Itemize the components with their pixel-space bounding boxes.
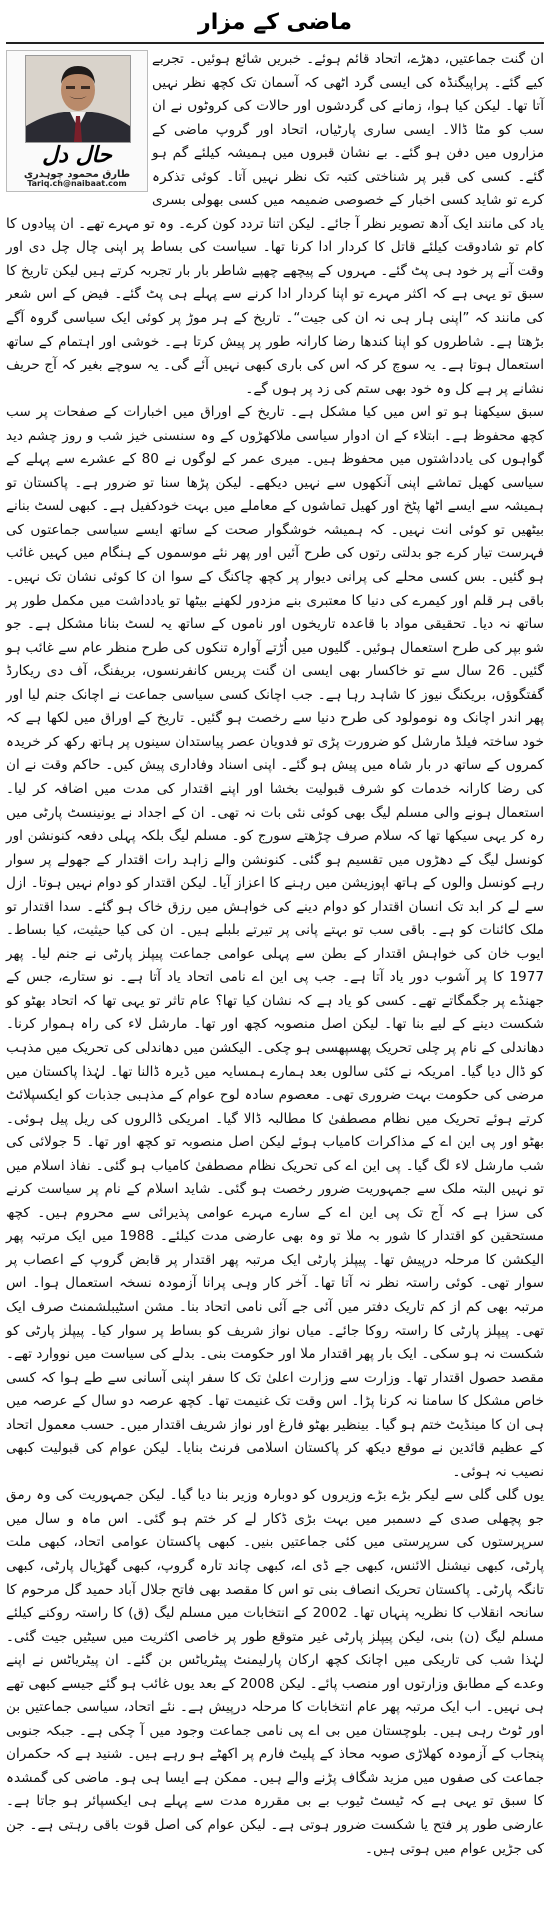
paragraph-2: سبق سیکھنا ہو تو اس میں کیا مشکل ہے۔ تاریخ کے اوراق میں اخبارات کے صفحات پر سب کچھ محفوظ ہے۔ ابتلاء کے ان ادوار سیاسی ملاکھڑوں کے وہ سنسنی خیز شب و روز چشم دید گواہوں کی یادداشتوں میں محفوظ ہیں۔ میری عمر کے لوگوں نے 80 کے عشرے سے پہلے کے سیاسی کھیل تماشے اپنی آنکھوں سے نہیں دیکھے۔ لیکن پڑھا سنا تو ضرور ہے۔ پاکستان تو ہمیشہ سے ایسے اٹھا پٹخ اور کھیل تماشوں کے معاملے میں بہت خودکفیل ہے۔ کبھی لسٹ بنانے بیٹھیں تو کوئی انت نہیں۔ کہ ہمیشہ خوشگوار صحت کے ساتھ ایسے سیاسی جماعتوں کی فہرست تیار کرے جو بدلتی رتوں کی طرح آئیں اور پھر نئے موسموں کے ہنگام میں کہیں غائب ہو گئیں۔ بس کسی محلے کی پرانی دیوار پر کچھ چاکنگ کے سوا ان کا کوئی نشان تک نہیں۔ باقی ہر قلم اور کیمرے کی دنیا کا معتبری بنے مزدور لکھنے بیٹھا تو یادداشت میں مکمل طور پر ساتھ نہ دیا۔ تحقیقی مواد با قاعدہ تاریخوں اور ناموں کے ساتھ یہ لسٹ بنانا مشکل ہے۔ جو شو بپر کی طرح استعمال ہوئیں۔ گلیوں میں اُڑتے آوارہ تنکوں کی طرح منظر عام سے غائب ہو گئیں۔ 26 سال سے تو خاکسار بھی ایسی ان گنت پریس کانفرنسوں، بریفنگ، آف دی ریکارڈ گفتگوؤں، بریکنگ نیوز کا شاہد رہا ہے۔ جب اچانک کسی سیاسی جماعت نے اچانک جنم لیا اور پھر اندر اچانک وہ نومولود کی طرح دنیا سے رخصت ہو گئیں۔ تاریخ کے اوراق میں لکھا ہے کہ خود ساختہ فیلڈ مارشل کو ضرورت پڑی تو فدویان عصر پیاستدان سینوں پر ہاتھ رکھ کر خریدہ کمروں کے ساتھ در بار شاہ میں پیش ہو گئے۔ اپنی اسناد وفاداری پیش کیں۔ حاکم وقت نے ان کی رضا کارانہ خدمات کو شرف قبولیت بخشا اور اپنے اقتدار کی مدت میں اضافہ کر لیا۔ استعمال ہونے والی مسلم لیگ بھی کوئی نئی بات نہ تھی۔ ان کے اجداد نے یونینسٹ پارٹی میں رہ کر یہی سیکھا تھا کہ سلام صرف چڑھتے سورج کو۔ مسلم لیگ بلکہ پہلی دفعہ کنونشن اور کونسل لیگ کے دھڑوں میں تقسیم ہو گئی۔ کنونشن والے زاہد رات اقتدار کے جھولے پر سوار رہے کونسل والوں کے ہاتھ اپوزیشن میں رہنے کا اعزاز آیا۔ لیکن اقتدار کو دوام نہیں ہوتا۔ ازل سے لے کر ابد تک انسان اقتدار کو دوام دینے کی خواہش میں رزق خاک ہو گئے۔ سدا اقتدار تو ملک کائنات کو ہے۔ باقی سب تو بہتے پانی پر تیرتے بلبلے ہیں۔ ان کی کیا حیثیت، کیا بساط۔ ایوب خان کی خواہش اقتدار کے بطن سے پہلی عوامی جماعت پیپلز پارٹی نے جنم لیا۔ پھر 1977 کا پر آشوب دور یاد آتا ہے۔ جب پی این اے نامی اتحاد یاد آتا ہے۔ نو ستارے، جس کے جھنڈے پر جگمگاتے تھے۔ کسی کو یاد ہے کہ نشان کیا تھا؟ عام تاثر تو یہی تھا کہ اتحاد بھٹو کو شکست دینے کے لیے بنا تھا۔ لیکن اصل منصوبہ کچھ اور تھا۔ مارشل لاء کی راہ ہموار کرنا۔ دھاندلی کے نام پر چلی تحریک پھسپھسی ہو چکی۔ الیکشن میں دھاندلی کی تحریک میں مذہب کو ڈال دیا گیا۔ امریکہ نے کئی سالوں بعد ہمارے ہمسایہ میں ڈیرہ ڈالنا تھا۔ لہٰذا پاکستان میں مرضی کی حکومت بہت ضروری تھی۔ معصوم سادہ لوح عوام کے مذہبی جذبات کو ایکسپلائٹ کرتے ہوئے تحریک میں نظام مصطفیٰ کا مطالبہ ڈالا گیا۔ امریکی ڈالروں کی ریل پیل ہوئی۔ بھٹو اور پی این اے کے مذاکرات کامیاب ہوئے لیکن اصل منصوبہ تو کچھ اور تھا۔ 5 جولائی کی شب مارشل لاء لگ گیا۔ پی این اے کی تحریک نظام مصطفیٰ کامیاب ہو گئی۔ نفاذ اسلام میں تو نہیں البتہ ملک سے جمہوریت ضرور رخصت ہو گئی۔ شاید اسلام کے نام پر سیاست کرنے کی سزا ہے کہ آج تک پی این اے کے سارے مہرے عوامی پذیرائی سے محروم ہیں۔ کچھ مستحقین کو اقتدار کا شور بہ ملا تو وہ بھی عارضی مدت کیلئے۔ 1988 میں ایک مرتبہ پھر الیکشن کا مرحلہ درپیش تھا۔ پیپلز پارٹی ایک مرتبہ پھر اقتدار پر قابض گروپ کے اعصاب پر سوار تھی۔ کوئی راستہ نظر نہ آتا تھا۔ آخر کار وہی پرانا آزمودہ نسخہ استعمال ہوا۔ اس مرتبہ بھی کم از کم تاریک دفتر میں آئی جے آئی نامی اتحاد بنا۔ مشن اسٹیبلشمنٹ صرف ایک تھی۔ پیپلز پارٹی کا راستہ روکا جائے۔ میاں نواز شریف کو بساط پر سوار کیا۔ پیپلز پارٹی کو شکست نہ ہو سکی۔ ایک بار پھر اقتدار ملا اور حکومت بنی۔ بدلے کی سیاست میں نووارد تھے۔ مقصد حصول اقتدار تھا۔ وزارت سے وزارت اعلیٰ تک کا سفر اپنی آسانی سے طے ہوا کہ کسی خاص مشکل کا سامنا نہ کرنا پڑا۔ اس وقت تک غنیمت تھا۔ کچھ عرصہ دو سال کے عرصہ میں ہی ان کا مینڈیٹ ختم ہو گیا۔ بینظیر بھٹو فارغ اور نواز شریف اقتدار میں۔ حسب معمول اتحاد کے عظیم قائدین نے موقع دیکھ کر پاکستان اسلامی فرنٹ بنایا۔ لیکن عوام کی قبولیت کبھی نصیب نہ ہوئی۔ [6, 404, 545, 1480]
author-portrait-icon [25, 55, 131, 143]
paragraph-1: ان گنت جماعتیں، دھڑے، اتحاد قائم ہوئے۔ خبریں شائع ہوئیں۔ تجربے کیے گئے۔ پراپیگنڈہ کی ایسی گرد اٹھی کہ آسمان تک کچھ نظر نہیں آتا تھا۔ لیکن کیا ہوا، زمانے کی گردشوں اور حالات کی کروٹوں نے ان سب کو مٹا ڈالا۔ ایسی ساری پارٹیاں، اتحاد اور گروپ ماضی کے مزاروں میں دفن ہو گئے۔ بے نشان قبروں میں ہمیشہ کیلئے گم ہو گئے۔ کسی کی قبر پر شناختی کتبہ تک نظر نہیں آتا۔ کوئی تذکرہ کرے تو شاید کسی اخبار کے خصوصی ضمیمہ میں کسی بھولی بسری یاد کی مانند ایک آدھ تصویر نظر آ جائے۔ لیکن اتنا تردد کون کرے۔ وہ تو مہرے تھے۔ ان پیادوں کا کام تو شادوقت کیلئے قاتل کا کردار ادا کرنا تھا۔ سیاست کی بساط پر اپنی چال چل دی اور وقت آنے پر خود ہی پٹ گئے۔ مہروں کے پیچھے چھپے شاطر بار بار تجربہ کرتے ہیں لیکن تاریخ کا سبق تو یہی ہے کہ اکثر مہرے تو اپنا کردار ادا کرنے سے پہلے ہی پٹ گئے۔ فیض کے اس شعر کی مانند کہ ”اپنی ہار ہی نہ ان کی جیت“۔ تاریخ کے ہر موڑ پر کوئی ایک سیاسی گروہ آگے بڑھتا ہے۔ شاطروں کو اپنا کندھا رضا کارانہ طور پر پیش کرتا ہے۔ خوشی اور اہتمام کے ساتھ استعمال ہوتا ہے۔ یہ سوچ کر کہ اس کی باری کبھی نہیں آئے گی۔ یہ سوچے بغیر کہ آج حریف نشانے پر ہے کل وہ خود بھی ستم کی زد پر ہوں گے۔ [6, 51, 544, 397]
author-name: طارق محمود چوہدری [23, 169, 131, 180]
headline-bar [0, 4, 550, 40]
column-headline: ماضی کے مزار [198, 9, 352, 35]
paragraph-3: یوں گلی گلی سے لیکر بڑے بڑے وزیروں کو دوبارہ وزیر بنا دیا گیا۔ لیکن جمہوریت کی وہ رمق جو پچھلی صدی کے دسمبر میں بہت بڑی ڈکار لے کر ختم ہو گئی۔ اس ماہ و سال میں سرپرستوں کی سرپرستی میں کئی جماعتیں بنیں۔ کبھی پاکستان عوامی اتحاد، کبھی ملت پارٹی، کبھی نیشنل الائنس، کبھی جے ڈی اے، کبھی چاند تارہ گروپ، کبھی گھڑیال پارٹی، کبھی تانگہ پارٹی۔ پاکستان تحریک انصاف بنی تو اس کا مقصد بھی فاتح جلال آباد حمید گل مرحوم کا سانحہ انقلاب کا نظریہ پنہاں تھا۔ 2002 کے انتخابات میں مسلم لیگ (ق) کا راستہ روکنے کیلئے مسلم لیگ (ن) بنی، لیکن پیپلز پارٹی غیر متوقع طور پر خاصی اکثریت میں سیٹیں جیت گئی۔ لہٰذا شب کی تاریکی میں اچانک کچھ ارکان پارلیمنٹ پیٹریاٹس بن گئے۔ ان پیٹریاٹس نے اپنے وعدے کے مطابق وزارتوں اور منصب پائے۔ لیکن 2008 کے بعد یوں غائب ہو گئے جیسے کبھی تھے ہی نہیں۔ اب ایک مرتبہ پھر عام انتخابات کا مرحلہ درپیش ہے۔ نئے اتحاد، سیاسی جماعتیں بن اور ٹوٹ رہی ہیں۔ بلوچستان میں بی اے پی نامی جماعت وجود میں آ چکی ہے۔ جبکہ جنوبی پنجاب کے آزمودہ کھلاڑی صوبہ محاذ کے پلیٹ فارم پر اکھٹے ہو رہے ہیں۔ شنید ہے کہ حکمران جماعت کی صفوں میں مزید شگاف پڑنے والے ہیں۔ ممکن ہے ایسا ہی ہو۔ ماضی کی گمشدہ کا سبق تو یہی ہے کہ ٹیسٹ ٹیوب بے بی مقررہ مدت سے پہلے ہی ایکسپائر ہو جاتا ہے۔ عارضی طور پر فتح یا شکست ضرور ہوتی ہے۔ لیکن عوام کی اصل قوت باقی رہتی ہے۔ جن کی جڑیں عوام میں ہوتی ہیں۔ [6, 1487, 545, 1857]
column-name: حال دل [42, 143, 112, 168]
article-body [6, 48, 544, 1908]
headline-rule [6, 42, 544, 44]
author-email: Tariq.ch@naibaat.com [27, 179, 127, 188]
byline-box [6, 50, 148, 192]
